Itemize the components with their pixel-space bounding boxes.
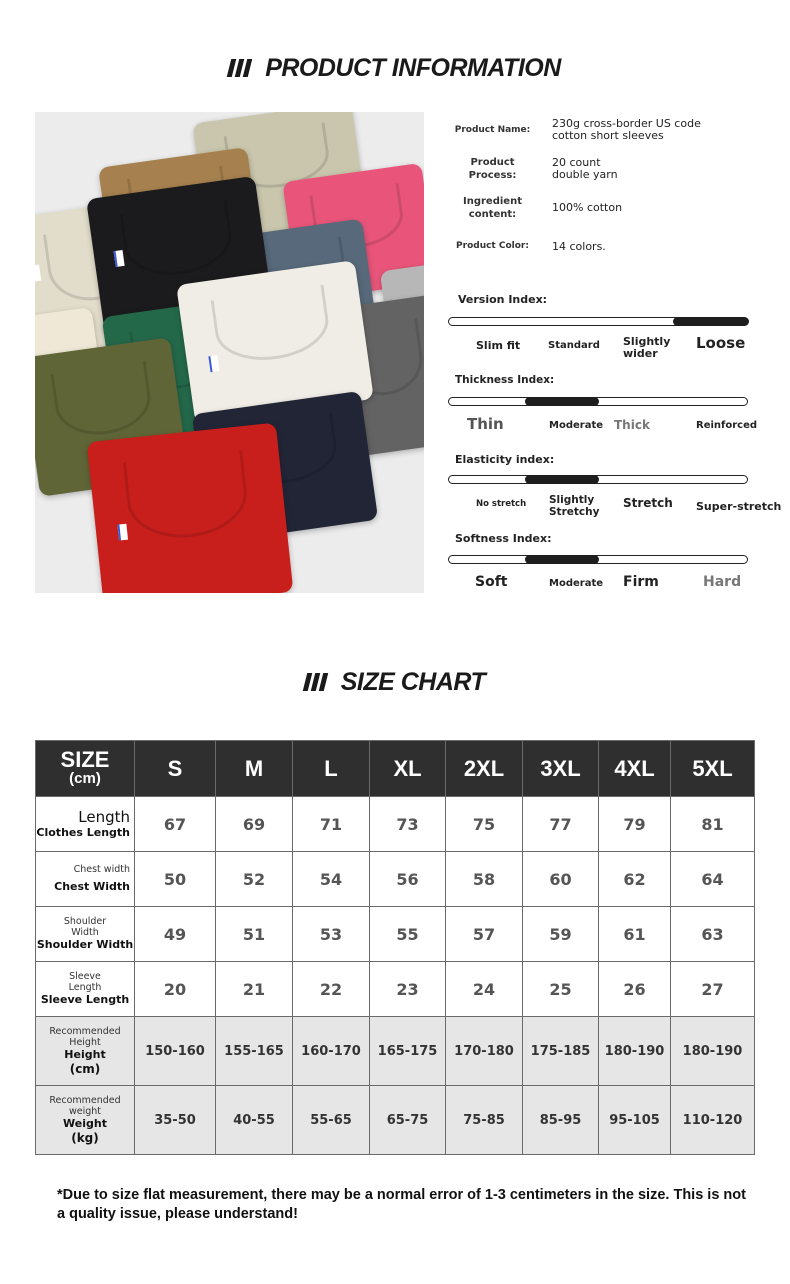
product-information-heading: [0, 54, 790, 83]
table-cell: 79: [599, 797, 671, 852]
info-row-ingredient: [445, 195, 622, 221]
version-index-bar: [448, 317, 748, 326]
table-cell: 62: [599, 852, 671, 907]
version-label-slim-fit: Slim fit: [476, 339, 521, 352]
row-header-bottom: Weight: [63, 1116, 107, 1130]
softness-index-bar: [448, 555, 748, 564]
softness-index-fill: [525, 555, 599, 564]
version-label-loose: Loose: [696, 334, 746, 352]
row-header-length: [36, 797, 135, 852]
size-header-label: [36, 741, 135, 797]
table-cell: 110-120: [671, 1086, 755, 1155]
row-header-bottom: Sleeve Length: [40, 993, 130, 1006]
table-cell: 75-85: [446, 1086, 523, 1155]
row-header-unit: (kg): [71, 1130, 99, 1145]
table-cell: 63: [671, 907, 755, 962]
info-value: [552, 157, 618, 181]
softness-index-title: Softness Index:: [455, 532, 552, 545]
info-label-line: Process:: [468, 170, 517, 181]
info-value: [552, 202, 622, 214]
table-cell: 57: [446, 907, 523, 962]
elasticity-label-stretch: Stretch: [623, 496, 673, 510]
info-value: [552, 241, 606, 253]
info-label-line: Product: [470, 157, 515, 168]
info-label-line: content:: [468, 209, 517, 220]
product-information-title-text: PRODUCT INFORMATION: [265, 54, 561, 82]
table-cell: 55-65: [293, 1086, 370, 1155]
row-header-shoulder-width: [36, 907, 135, 962]
info-label-line: Ingredient: [463, 196, 522, 207]
table-cell: 175-185: [523, 1017, 599, 1086]
elasticity-index-fill: [525, 475, 599, 484]
info-value-line: cotton short sleeves: [552, 129, 664, 142]
table-cell: 60: [523, 852, 599, 907]
table-cell: 55: [370, 907, 446, 962]
size-chart-heading: [0, 668, 790, 697]
row-header-bottom: Shoulder Width: [36, 938, 134, 951]
table-cell: 155-165: [216, 1017, 293, 1086]
table-cell: 40-55: [216, 1086, 293, 1155]
table-cell: 180-190: [671, 1017, 755, 1086]
table-cell: 75: [446, 797, 523, 852]
table-row-recommended-height: [36, 1017, 755, 1086]
elasticity-label-no-stretch: No stretch: [476, 499, 527, 509]
row-header-weight: [36, 1086, 135, 1155]
version-label-standard: Standard: [548, 340, 600, 351]
size-label: SIZE: [60, 746, 110, 772]
info-value: [552, 118, 701, 142]
row-header-height: [36, 1017, 135, 1086]
info-row-product-name: [445, 118, 701, 142]
softness-label-moderate: Moderate: [549, 578, 604, 589]
elasticity-label-super-stretch: Super-stretch: [696, 500, 782, 513]
table-cell: 64: [671, 852, 755, 907]
table-row-length: [36, 797, 755, 852]
info-label: [445, 195, 540, 221]
thickness-label-reinforced: Reinforced: [696, 420, 758, 431]
table-cell: 170-180: [446, 1017, 523, 1086]
version-label-slightly-wider: Slightly wider: [623, 335, 671, 360]
table-cell: 35-50: [135, 1086, 216, 1155]
title-bars-icon: [229, 54, 253, 83]
table-cell: 180-190: [599, 1017, 671, 1086]
row-header-sleeve-length: [36, 962, 135, 1017]
row-header-bottom: Chest Width: [54, 880, 130, 893]
table-cell: 165-175: [370, 1017, 446, 1086]
table-cell: 25: [523, 962, 599, 1017]
table-cell: 54: [293, 852, 370, 907]
table-row-recommended-weight: [36, 1086, 755, 1155]
row-header-chest-width: [36, 852, 135, 907]
softness-label-firm: Firm: [623, 574, 659, 590]
info-label: Product Name:: [454, 124, 531, 135]
table-cell: 61: [599, 907, 671, 962]
row-header-top: Recommended Height: [49, 1025, 121, 1048]
row-header-top: Shoulder Width: [63, 916, 107, 938]
table-cell: 50: [135, 852, 216, 907]
table-cell: 20: [135, 962, 216, 1017]
table-cell: 95-105: [599, 1086, 671, 1155]
table-row-sleeve-length: [36, 962, 755, 1017]
thickness-index-title: Thickness Index:: [455, 374, 555, 386]
thickness-index-fill: [525, 397, 599, 406]
table-row-chest-width: [36, 852, 755, 907]
size-column-4xl: 4XL: [599, 741, 671, 797]
info-value-line: double yarn: [552, 168, 618, 181]
table-cell: 77: [523, 797, 599, 852]
row-header-unit: (cm): [69, 1061, 101, 1076]
table-cell: 24: [446, 962, 523, 1017]
table-cell: 65-75: [370, 1086, 446, 1155]
size-unit-label: (cm): [69, 769, 101, 787]
table-cell: 22: [293, 962, 370, 1017]
measurement-disclaimer: *Due to size flat measurement, there may be a normal error of 1-3 centimeters in the size. This is not a quality issue, please understand!: [57, 1187, 746, 1222]
row-header-top: Chest width: [73, 864, 130, 875]
info-row-product-process: [445, 156, 618, 182]
size-header-row: [36, 741, 755, 797]
table-cell: 71: [293, 797, 370, 852]
table-cell: 59: [523, 907, 599, 962]
row-header-bottom: Height: [64, 1047, 106, 1061]
table-cell: 53: [293, 907, 370, 962]
size-column-3xl: 3XL: [523, 741, 599, 797]
table-cell: 52: [216, 852, 293, 907]
size-column-xl: XL: [370, 741, 446, 797]
info-value-line: 14 colors.: [552, 239, 606, 253]
size-column-5xl: 5XL: [671, 741, 755, 797]
table-cell: 67: [135, 797, 216, 852]
thickness-index-bar: [448, 397, 748, 406]
table-row-shoulder-width: [36, 907, 755, 962]
size-column-l: L: [293, 741, 370, 797]
table-cell: 27: [671, 962, 755, 1017]
table-cell: 58: [446, 852, 523, 907]
row-header-top: Recommended weight: [49, 1094, 121, 1117]
softness-label-hard: Hard: [703, 574, 742, 590]
table-cell: 85-95: [523, 1086, 599, 1155]
size-column-m: M: [216, 741, 293, 797]
version-index-title: Version Index:: [458, 293, 548, 306]
table-cell: 51: [216, 907, 293, 962]
row-header-bottom: Clothes Length: [36, 825, 130, 839]
thickness-label-moderate: Moderate: [549, 420, 604, 431]
info-row-product-color: [445, 240, 606, 253]
info-value-line: 20 count: [552, 156, 601, 169]
table-cell: 23: [370, 962, 446, 1017]
elasticity-label-slightly-stretchy: Slightly Stretchy: [549, 494, 600, 518]
table-cell: 160-170: [293, 1017, 370, 1086]
table-cell: 56: [370, 852, 446, 907]
table-cell: 69: [216, 797, 293, 852]
product-photo: [35, 112, 424, 593]
size-chart-title-text: SIZE CHART: [340, 668, 486, 696]
info-label: [445, 156, 540, 182]
info-label: Product Color:: [456, 241, 529, 251]
table-cell: 81: [671, 797, 755, 852]
table-cell: 49: [135, 907, 216, 962]
shirt-red: [87, 423, 294, 593]
table-cell: 21: [216, 962, 293, 1017]
title-bars-icon: [305, 668, 329, 697]
row-header-top: Sleeve Length: [68, 971, 102, 993]
thickness-label-thin: Thin: [467, 415, 504, 433]
elasticity-index-bar: [448, 475, 748, 484]
size-column-s: S: [135, 741, 216, 797]
info-value-line: 230g cross-border US code: [552, 117, 701, 130]
row-header-top: Length: [78, 807, 130, 826]
thickness-label-thick: Thick: [614, 418, 650, 432]
elasticity-index-title: Elasticity index:: [455, 453, 555, 466]
info-value-line: 100% cotton: [552, 201, 623, 214]
softness-label-soft: Soft: [475, 574, 508, 590]
table-cell: 73: [370, 797, 446, 852]
size-chart-table: [35, 740, 755, 1155]
table-cell: 26: [599, 962, 671, 1017]
table-cell: 150-160: [135, 1017, 216, 1086]
version-index-fill: [673, 317, 749, 326]
size-column-2xl: 2XL: [446, 741, 523, 797]
